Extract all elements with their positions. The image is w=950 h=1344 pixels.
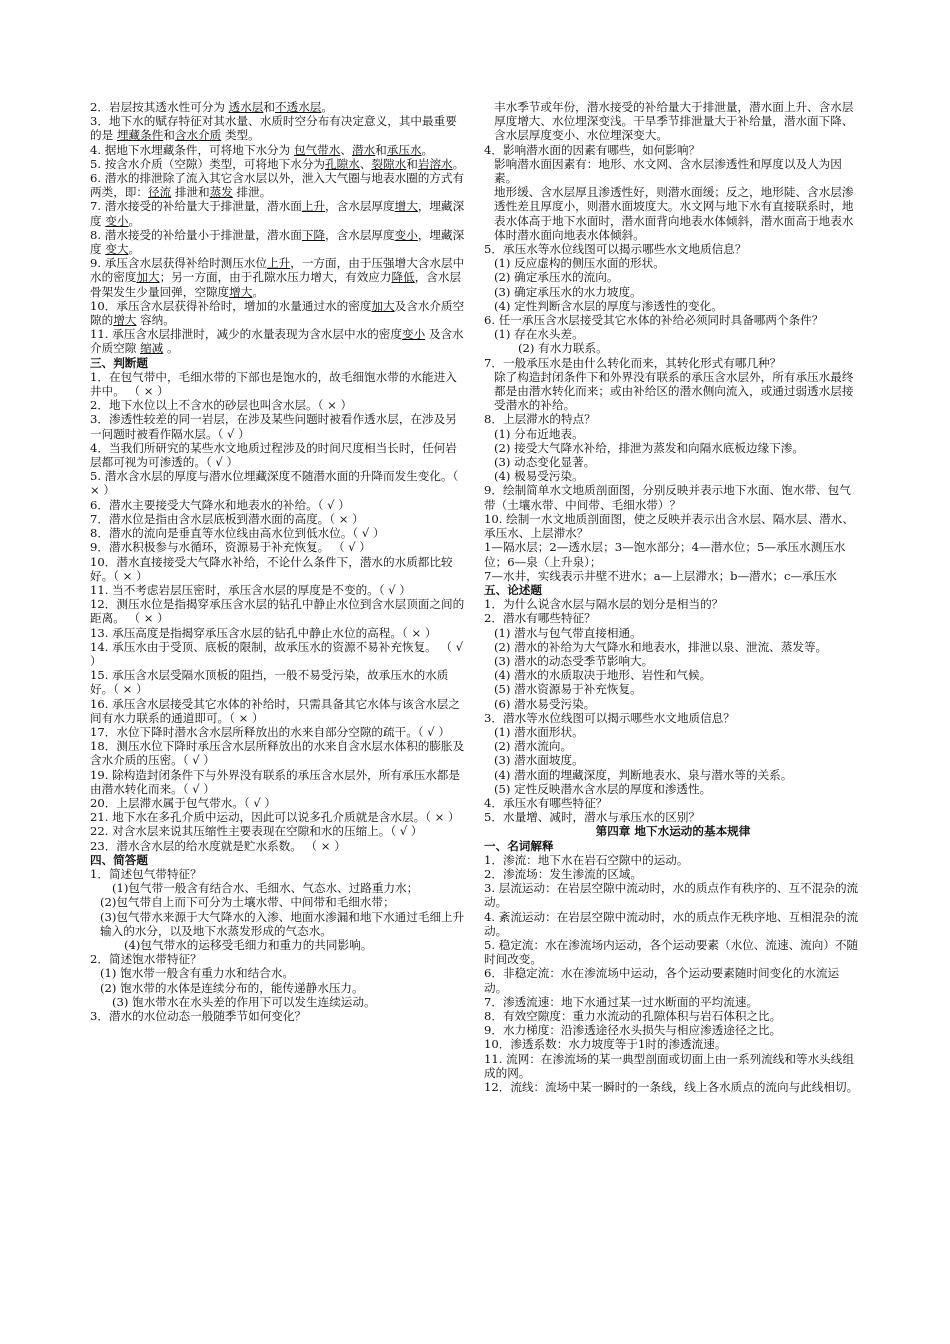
fill-blank-item xyxy=(90,114,468,142)
question-line: 10．渗透系数：水力坡度等于1时的渗透流速。 xyxy=(484,1037,727,1052)
question-line: 1．简述包气带特征？ xyxy=(90,866,202,881)
answer-line: (4) 潜水的水质取决于地形、岩性和气候。 xyxy=(494,668,712,683)
question-line: 7—水井，实线表示井壁不进水；a—上层滞水；b—潜水；c—承压水 xyxy=(484,568,837,583)
answer-line: (1) 反应虚构的侧压水面的形状。 xyxy=(494,256,665,271)
question-line: 3．潜水等水位线图可以揭示哪些水文地质信息？ xyxy=(484,710,735,725)
text-run: 、 xyxy=(359,156,372,171)
answer-line: (2) 潜水的补给为大气降水和地表水，排泄以泉、泄流、蒸发等。 xyxy=(494,639,828,654)
answer-blank: 变小 xyxy=(105,213,129,228)
answer-line: (4) 极易受污染。 xyxy=(494,469,584,484)
question-line: 13. 承压高度是指揭穿承压含水层的钻孔中静止水位的高程。（ × ） xyxy=(90,625,437,640)
fill-blank-item xyxy=(90,256,468,299)
question-line: 16. 承压含水层接受其它水体的补给时，只需具备其它水体与该含水层之间有水力联系的通道即可。（ × ） xyxy=(90,696,460,725)
answer-line: (2) 潜水流向。 xyxy=(494,739,573,754)
answer-line: (3) 潜水的动态受季节影响大。 xyxy=(494,653,654,668)
question-line: 17．水位下降时潜水含水层所释放出的水来自部分空隙的疏干。（ √ ） xyxy=(90,724,450,739)
question-line: 15. 承压含水层受隔水顶板的阻挡，一般不易受污染，故承压水的水质好。（ × ） xyxy=(90,668,449,697)
text-run: 。 xyxy=(128,242,141,257)
answer-blank: 变大 xyxy=(105,242,129,257)
text-run: 。 xyxy=(421,142,434,157)
answer-line: (1) 潜水面形状。 xyxy=(494,724,584,739)
question-line: 1．渗流：地下水在岩石空隙中的运动。 xyxy=(484,852,689,867)
answer-blank: 加大 xyxy=(136,270,160,285)
answer-line: (1) 分布近地表。 xyxy=(494,426,584,441)
answer-blank: 承压水 xyxy=(386,142,422,157)
answer-blank: 变小 xyxy=(401,327,426,342)
question-line: 10．潜水直接接受大气降水补给，不论什么条件下，潜水的水质都比较好。（ × ） xyxy=(90,554,453,583)
text-run: 容纳。 xyxy=(136,313,175,328)
section-heading: 五、论述题 xyxy=(484,582,542,597)
answer-line: 影响潜水面因素有：地形、水文网、含水层渗透性和厚度以及人为因素。 xyxy=(494,156,842,186)
text-run: 和 xyxy=(406,156,418,171)
question-line: 7．一般承压水是由什么转化而来，其转化形式有哪几种？ xyxy=(484,355,782,370)
question-line: 4. 紊流运动：在岩层空隙中流动时，水的质点作无秩序地、互相混杂的流动。 xyxy=(484,909,859,938)
question-line: 12．测压水位是指揭穿承压含水层的钻孔中静止水位到含水层顶面之间的距离。 （ × ） xyxy=(90,597,465,626)
text-run: 、 xyxy=(340,142,352,157)
text-run: 和 xyxy=(163,128,175,143)
answer-line: (1) 存在水头差。 xyxy=(494,327,584,342)
text-run: 10．承压含水层获得补给时，增加的水量通过水的密度 xyxy=(90,298,372,313)
answer-blank: 增大 xyxy=(113,313,137,328)
answer-line: (5) 定性反映潜水含水层的厚度和渗透性。 xyxy=(494,781,712,796)
answer-line: (3) 动态变化显著。 xyxy=(494,455,596,470)
text-run: 。 xyxy=(321,100,333,114)
fill-blank-item xyxy=(90,171,468,199)
question-line: 2．潜水有哪些特征？ xyxy=(484,611,596,626)
question-line: 2．地下水位以上不含水的砂层也叫含水层。（ × ） xyxy=(90,398,353,413)
question-line: 6. 任一承压含水层接受其它水体的补给必须同时具备哪两个条件？ xyxy=(484,313,824,328)
text-run: ，含水层厚度 xyxy=(325,227,395,242)
answer-blank: 不透水层 xyxy=(275,100,322,114)
question-line: 3．潜水的水位动态一般随季节如何变化？ xyxy=(90,1009,307,1023)
right-column xyxy=(484,100,862,1094)
text-run: ；另一方面，由于孔隙水压力增大，有效应力 xyxy=(159,270,392,285)
question-line: 1—隔水层；2—透水层；3—饱水部分；4—潜水位；5—承压水测压水位；6—泉（上升泉）； xyxy=(484,540,846,569)
question-line: 9．潜水积极参与水循环，资源易于补充恢复。 （ √ ） xyxy=(90,540,371,555)
text-run: 和 xyxy=(263,100,275,114)
text-run: 6. 潜水的排泄除了流入其它含水层以外，泄入大气圈与地表水圈的方式有两类，即： xyxy=(90,171,465,200)
answer-line: (4)包气带水的运移受毛细力和重力的共同影响。 xyxy=(124,937,373,952)
answer-blank: 透水层 xyxy=(228,100,264,114)
answer-line: 丰水季节或年份，潜水接受的补给量大于排泄量，潜水面上升、含水层厚度增大、水位埋深变浅。干旱季节排泄量大于补给量，潜水面下降、含水层厚度变小、水位埋深变大。 xyxy=(494,100,854,143)
answer-line: (2) 确定承压水的流向。 xyxy=(494,270,619,285)
fill-blank-item xyxy=(90,100,468,114)
section-heading: 一、名词解释 xyxy=(484,838,554,853)
text-run: 。 xyxy=(452,156,465,171)
question-line: 4．影响潜水面的因素有哪些，如何影响？ xyxy=(484,142,701,157)
text-run: 排泄和 xyxy=(171,185,210,200)
answer-line: (3) 确定承压水的水力坡度。 xyxy=(494,284,642,299)
question-line: 8．上层滞水的特点？ xyxy=(484,412,596,427)
question-line: 7．潜水位是指由含水层底板到潜水面的高度。（ × ） xyxy=(90,511,364,526)
question-line: 5. 潜水含水层的厚度与潜水位埋藏深度不随潜水面的升降而发生变化。（ × ） xyxy=(90,469,459,498)
text-run: 11. 承压含水层排泄时，减少的水量表现为含水层中水的密度 xyxy=(90,327,402,342)
left-column xyxy=(90,100,468,1023)
fill-blank-item xyxy=(90,199,468,227)
question-line: 4．当我们所研究的某些水文地质过程涉及的时间尺度相当长时，任何岩层都可视为可渗透的。（ √ ） xyxy=(90,440,457,470)
answer-blank: 包气带水 xyxy=(293,142,341,157)
question-line: 11. 当不考虑岩层压密时，承压含水层的厚度是不变的。（ √ ） xyxy=(90,582,411,597)
question-line: 14. 承压水由于受顶、底板的限制，故承压水的资源不易补充恢复。 （ √ ） xyxy=(90,639,464,668)
text-run: 及含水介质空隙 xyxy=(90,327,464,356)
question-line: 7．渗透流速：地下水通过某一过水断面的平均流速。 xyxy=(484,994,759,1009)
section-heading: 四、简答题 xyxy=(90,852,148,867)
section-heading: 三、判断题 xyxy=(90,355,148,370)
answer-line: 地形缓、含水层厚且渗透性好，则潜水面缓；反之，地形陡、含水层渗透性差且厚度小，则潜水面坡度大。水文网与地下水有直接联系时，地表水体高于地下水面时，潜水面背向地表水体倾斜，潜水面高于地表水体时潜水面向地表水体倾斜。 xyxy=(494,185,854,242)
answer-blank: 增大 xyxy=(229,284,253,299)
answer-line: (1) 饱水带一般含有重力水和结合水。 xyxy=(100,966,295,981)
answer-blank: 变小 xyxy=(394,227,418,242)
fill-blank-item xyxy=(90,228,468,256)
question-line: 21. 地下水在多孔介质中运动，因此可以说多孔介质就是含水层。（ × ） xyxy=(90,810,460,825)
answer-line: (4) 定性判断含水层的厚度与渗透性的变化。 xyxy=(494,298,723,313)
answer-line: (1)包气带一般含有结合水、毛细水、气态水、过路重力水； xyxy=(112,881,419,896)
answer-line: 除了构造封闭条件下和外界没有联系的承压含水层外，所有承压水最终都是由潜水转化而来；或由补给区的潜水侧向流入，或通过弱透水层接受潜水的补给。 xyxy=(494,369,854,413)
answer-line: (3) 饱水带水在水头差的作用下可以发生连续运动。 xyxy=(112,994,376,1009)
text-run: 和 xyxy=(375,142,387,157)
question-line: 11. 流网：在渗流场的某一典型剖面或切面上由一系列流线和等水头线组成的网。 xyxy=(484,1051,854,1080)
answer-blank: 裂隙水 xyxy=(371,156,407,171)
text-run: 。 xyxy=(128,213,141,228)
answer-line: (3)包气带水来源于大气降水的入渗、地面水渗漏和地下水通过毛细上升输入的水分，以及地下水蒸发形成的气态水。 xyxy=(100,909,465,938)
question-line: 19. 除构造封闭条件下与外界没有联系的承压含水层外，所有承压水都是由潜水转化而来。（ √ ） xyxy=(90,767,460,796)
question-line: 3. 层流运动：在岩层空隙中流动时，水的质点作有秩序的、互不混杂的流动。 xyxy=(484,881,859,910)
fill-blank-item xyxy=(90,327,468,355)
question-line: 2．渗流场：发生渗流的区域。 xyxy=(484,866,643,881)
answer-line: (2) 饱水带的水体是连续分布的，能传递静水压力。 xyxy=(100,980,364,995)
answer-blank: 含水介质 xyxy=(174,128,222,143)
answer-blank: 潜水 xyxy=(351,142,376,157)
question-line: 9．水力梯度：沿渗透途径水头损失与相应渗透途径之比。 xyxy=(484,1023,782,1038)
fill-blank-item xyxy=(90,299,468,327)
question-line: 8．潜水的流向是垂直等水位线由高水位到低水位。（ √ ） xyxy=(90,526,385,541)
question-line: 6．潜水主要接受大气降水和地表水的补给。（ √ ） xyxy=(90,497,350,512)
text-run: 类型。 xyxy=(221,128,260,143)
text-run: 。 xyxy=(163,341,179,356)
answer-blank: 岩溶水 xyxy=(417,156,453,171)
question-line: 23．潜水含水层的给水度就是贮水系数。 （ × ） xyxy=(90,838,346,853)
text-run: 3．地下水的赋存特征对其水量、水质时空分布有决定意义，其中最重要的是 xyxy=(90,114,457,143)
text-run: 2．岩层按其透水性可分为 xyxy=(90,100,229,114)
answer-blank: 孔隙水 xyxy=(325,156,360,171)
chapter-heading: 第四章 地下水运动的基本规律 xyxy=(595,824,751,839)
answer-line: (4) 潜水面的埋藏深度，判断地表水、泉与潜水等的关系。 xyxy=(494,767,793,782)
answer-blank: 蒸发 xyxy=(209,185,233,200)
question-line: 5. 稳定流：水在渗流场内运动，各个运动要素（水位、流速、流向）不随时间改变。 xyxy=(484,937,859,967)
text-run: 5. 按含水介质（空隙）类型，可将地下水分为 xyxy=(90,156,326,171)
question-line: 10. 绘制一水文地质剖面图，使之反映并表示出含水层、隔水层、潜水、承压水、上层滞水？ xyxy=(484,511,854,541)
answer-line: (3) 潜水面坡度。 xyxy=(494,753,584,768)
answer-blank: 缩减 xyxy=(140,341,164,356)
answer-blank: 下降 xyxy=(301,227,326,242)
question-line: 6．非稳定流：水在渗流场中运动，各个运动要素随时间变化的水流运动。 xyxy=(484,966,840,995)
text-run: ，埋藏深度 xyxy=(90,199,465,228)
answer-blank: 降低 xyxy=(391,270,415,285)
text-run: 8. 潜水接受的补给量小于排泄量，潜水面 xyxy=(90,227,302,242)
question-line: 5．承压水等水位线图可以揭示哪些水文地质信息？ xyxy=(484,242,747,257)
question-line: 20．上层滞水属于包气带水。（ √ ） xyxy=(90,795,277,810)
question-line: 1．为什么说含水层与隔水层的划分是相当的？ xyxy=(484,597,724,612)
text-run: ，埋藏深度 xyxy=(90,227,465,257)
question-line: 12．流线：流场中某一瞬时的一条线，线上各水质点的流向与此线相切。 xyxy=(484,1080,859,1095)
question-line: 4．承压水有哪些特征？ xyxy=(484,795,608,810)
text-run: 排泄。 xyxy=(232,185,272,200)
text-run: 及含水介质空隙的 xyxy=(90,298,465,328)
text-run: 4. 据地下水埋藏条件，可将地下水分为 xyxy=(90,142,294,157)
question-line: 9．绘制简单水文地质剖面图，分别反映并表示地下水面、饱水带、包气带（土壤水带、中间带、毛细水带）？ xyxy=(484,483,851,512)
answer-blank: 埋藏条件 xyxy=(116,128,164,143)
answer-line: (1) 潜水与包气带直接相通。 xyxy=(494,625,642,640)
question-line: 1．在包气带中，毛细水带的下部也是饱水的，故毛细饱水带的水能进入井中。 （ × ） xyxy=(90,369,457,399)
answer-blank: 上升 xyxy=(267,256,291,271)
answer-line: (2)包气带自上而下可分为土壤水带、中间带和毛细水带； xyxy=(100,895,395,910)
answer-blank: 上升 xyxy=(301,199,326,214)
answer-line: (6) 潜水易受污染。 xyxy=(494,696,596,711)
text-run: ，含水层骨架发生少量回弹，空隙度 xyxy=(90,270,462,299)
text-run: 。 xyxy=(252,284,264,299)
question-line: 5．水量增、减时，潜水与承压水的区别？ xyxy=(484,810,701,825)
answer-blank: 加大 xyxy=(371,298,395,313)
answer-line: (2) 接受大气降水补给，排泄为蒸发和向隔水底板边缘下渗。 xyxy=(494,440,804,455)
answer-blank: 增大 xyxy=(394,199,418,214)
text-run: ，含水层厚度 xyxy=(325,199,395,214)
question-line: 2．简述饱水带特征？ xyxy=(90,952,202,967)
answer-blank: 径流 xyxy=(147,185,172,200)
fill-blank-item xyxy=(90,157,468,171)
question-line: 18．测压水位下降时承压含水层所释放出的水来自含水层水体积的膨胀及含水介质的压密。（ √ ） xyxy=(90,739,465,768)
question-line: 22. 对含水层来说其压缩性主要表现在空隙和水的压缩上。（ √ ） xyxy=(90,824,423,839)
answer-line: (2) 有水力联系。 xyxy=(518,341,608,356)
question-line: 8．有效空隙度：重力水流动的孔隙体积与岩石体积之比。 xyxy=(484,1009,782,1023)
text-run: 9. 承压含水层获得补给时测压水位 xyxy=(90,256,268,271)
question-line: 3．渗透性较差的同一岩层，在涉及某些问题时被看作透水层，在涉及另一问题时被看作隔水层。（ √ ） xyxy=(90,412,457,441)
fill-blank-item xyxy=(90,143,468,157)
answer-line: (5) 潜水资源易于补充恢复。 xyxy=(494,682,642,697)
text-run: 7. 潜水接受的补给量大于排泄量，潜水面 xyxy=(90,199,302,214)
text-run: ，一方面，由于压强增大含水层中水的密度 xyxy=(90,256,465,285)
